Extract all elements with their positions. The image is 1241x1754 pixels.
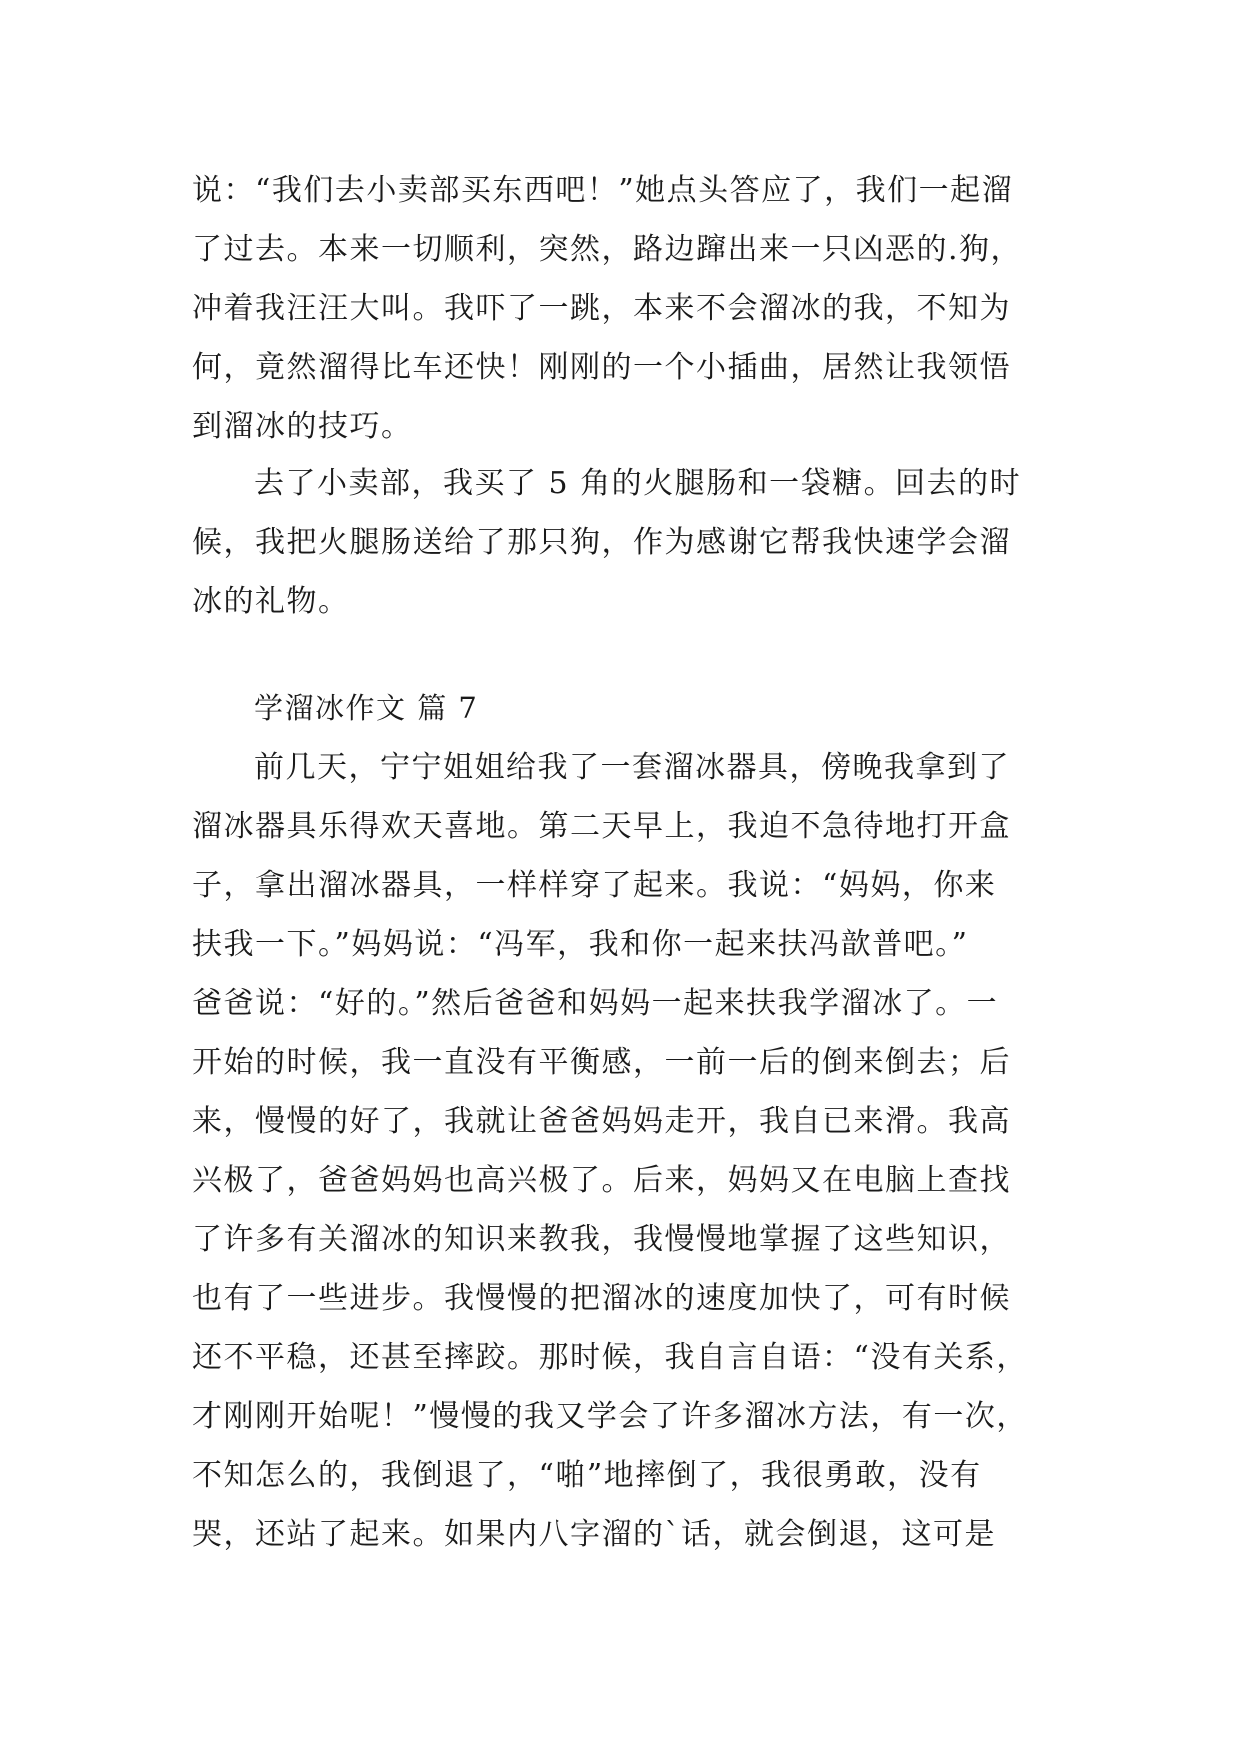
text-line: 子，拿出溜冰器具，一样样穿了起来。我说：“妈妈，你来 — [192, 868, 997, 903]
text-line: 冰的礼物。 — [192, 584, 350, 619]
text-line: 溜冰器具乐得欢天喜地。第二天早上，我迫不急待地打开盒 — [192, 809, 1011, 844]
text-line: 也有了一些进步。我慢慢的把溜冰的速度加快了，可有时候 — [192, 1281, 1011, 1316]
text-line: 兴极了，爸爸妈妈也高兴极了。后来，妈妈又在电脑上查找 — [192, 1163, 1011, 1198]
text-line: 还不平稳，还甚至摔跤。那时候，我自言自语：“没有关系， — [192, 1340, 1028, 1375]
text-line: 不知怎么的，我倒退了，“啪”地摔倒了，我很勇敢，没有 — [192, 1458, 982, 1493]
text-line: 冲着我汪汪大叫。我吓了一跳，本来不会溜冰的我，不知为 — [192, 291, 1011, 326]
paragraph — [192, 454, 1062, 631]
text-line: 说：“我们去小卖部买东西吧！”她点头答应了，我们一起溜 — [192, 173, 1014, 208]
text-line: 前几天，宁宁姐姐给我了一套溜冰器具，傍晚我拿到了 — [254, 750, 1010, 785]
paragraph — [192, 738, 1062, 1564]
paragraph-continued — [192, 161, 1062, 456]
text-line: 到溜冰的技巧。 — [192, 409, 413, 444]
section-heading — [192, 679, 1062, 738]
text-line: 扶我一下。”妈妈说：“冯军，我和你一起来扶冯歆普吧。” — [192, 927, 969, 962]
text-line: 才刚刚开始呢！”慢慢的我又学会了许多溜冰方法，有一次， — [192, 1399, 1028, 1434]
text-line: 候，我把火腿肠送给了那只狗，作为感谢它帮我快速学会溜 — [192, 525, 1011, 560]
text-line: 哭，还站了起来。如果内八字溜的`话，就会倒退，这可是 — [192, 1517, 996, 1552]
text-line: 了许多有关溜冰的知识来教我，我慢慢地掌握了这些知识， — [192, 1222, 1011, 1257]
text-line: 了过去。本来一切顺利，突然，路边蹿出来一只凶恶的.狗， — [192, 232, 1023, 267]
text-line: 爸爸说：“好的。”然后爸爸和妈妈一起来扶我学溜冰了。一 — [192, 986, 999, 1021]
section-title: 学溜冰作文 篇 7 — [254, 691, 479, 725]
text-line: 来，慢慢的好了，我就让爸爸妈妈走开，我自已来滑。我高 — [192, 1104, 1011, 1139]
text-line: 去了小卖部，我买了 5 角的火腿肠和一袋糖。回去的时 — [254, 466, 1022, 501]
text-line: 开始的时候，我一直没有平衡感，一前一后的倒来倒去；后 — [192, 1045, 1011, 1080]
text-line: 何，竟然溜得比车还快！刚刚的一个小插曲，居然让我领悟 — [192, 350, 1011, 385]
